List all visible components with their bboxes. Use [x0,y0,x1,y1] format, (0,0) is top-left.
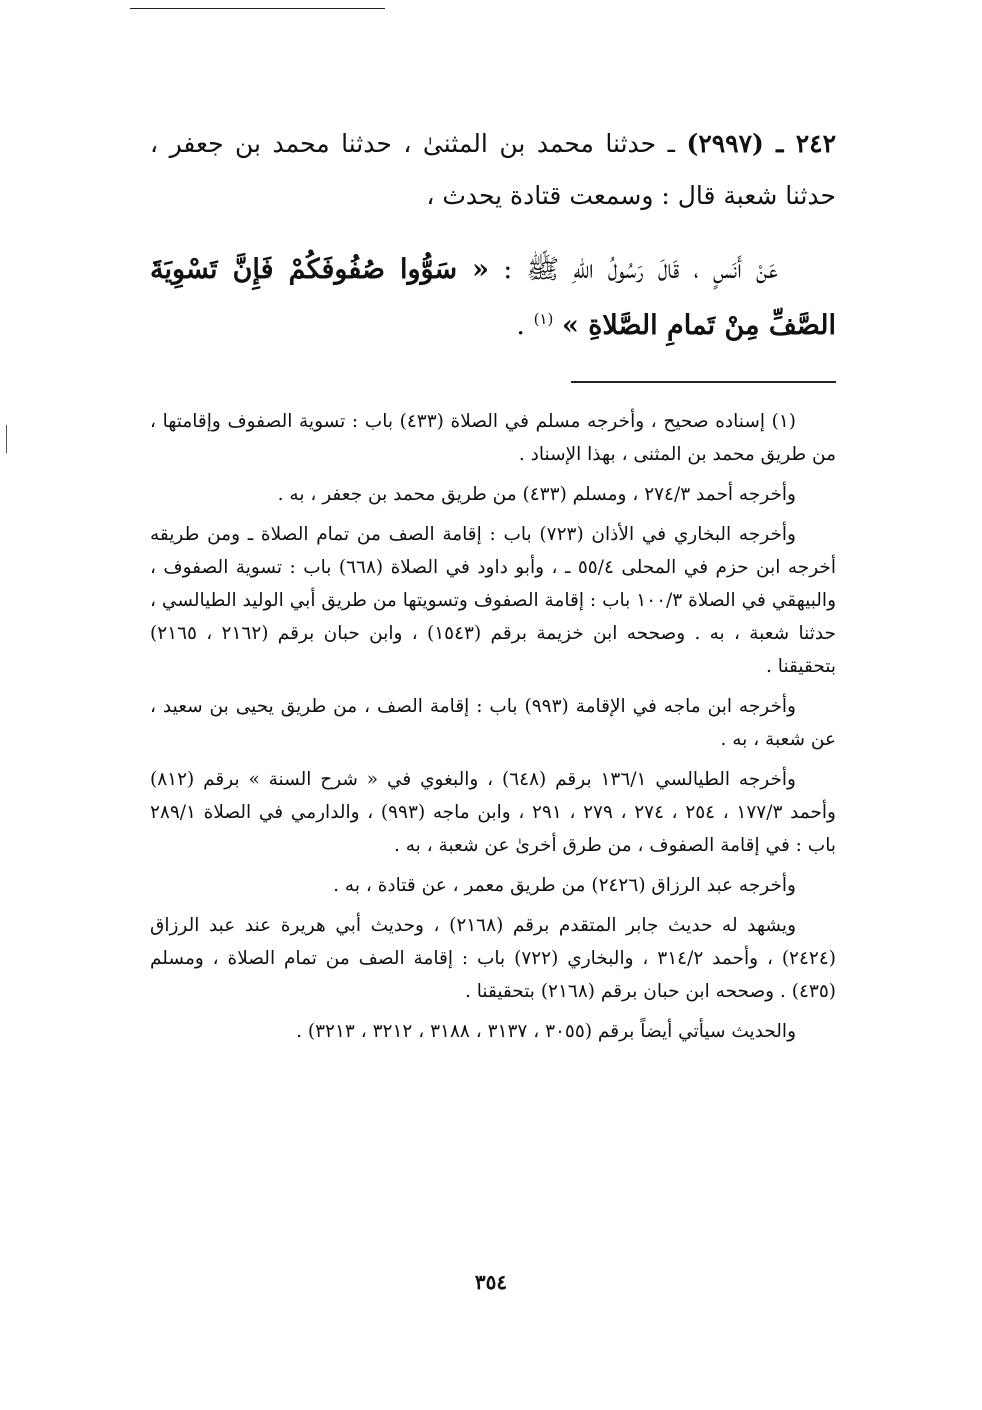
page-body [150,118,836,1055]
prophetic-quote: « سَوُّوا صُفُوفَكُمْ فَإِنَّ تَسْوِيَةَ الصَّفِّ مِنْ تَمامِ الصَّلاةِ » [150,254,836,341]
footnote-marker: (١) [533,310,554,328]
footnote-paragraph: وأخرجه الطيالسي ١٣٦/١ برقم (٦٤٨) ، والبغوي في « شرح السنة » برقم (٨١٢) وأحمد ١٧٧/٣ ، ٢٥٤ ، ٢٧٤ ، ٢٧٩ ، ٢٩١ ، وابن ماجه (٩٩٣) ، والدارمي في الصلاة ٢٨٩/١ باب : في إقامة الصفوف ، من طرق أخرىٰ عن شعبة ، به . [150,769,836,856]
footnote-paragraph: وأخرجه عبد الرزاق (٢٤٢٦) من طريق معمر ، عن قتادة ، به . [333,875,796,896]
narrator-text: عَنْ أَنَسٍ ، قَالَ رَسُولُ اللهِ ﷺ : [503,254,778,285]
margin-mark [6,425,7,453]
footnote-paragraph: ويشهد له حديث جابر المتقدم برقم (٢١٦٨) ، وحديث أبي هريرة عند عبد الرزاق (٢٤٢٤) ، وأحمد ٣١٤/٢ ، والبخاري (٧٢٢) باب : إقامة الصف من تمام الصلاة ، ومسلم (٤٣٥) . وصححه ابن حبان برقم (٢١٦٨) بتحقيقنا . [150,915,837,1002]
isnad-text: ـ حدثنا محمد بن المثنىٰ ، حدثنا محمد بن جعفر ، حدثنا شعبة قال : وسمعت قتادة يحدث ، [150,129,836,210]
top-rule [130,8,385,9]
footnote-paragraph: وأخرجه أحمد ٢٧٤/٣ ، ومسلم (٤٣٣) من طريق محمد بن جعفر ، به . [277,484,796,505]
footnote-paragraph: وأخرجه ابن ماجه في الإقامة (٩٩٣) باب : إقامة الصف ، من طريق يحيى بن سعيد ، عن شعبة ، به . [150,696,836,750]
footnote-paragraph: وأخرجه البخاري في الأذان (٧٢٣) باب : إقامة الصف من تمام الصلاة ـ ومن طريقه أخرجه ابن حزم في المحلى ٥٥/٤ ـ ، وأبو داود في الصلاة (٦٦٨) باب : تسوية الصفوف ، والبيهقي في الصلاة ١٠٠/٣ باب : إقامة الصفوف وتسويتها من طريق أبي الوليد الطيالسي ، حدثنا شعبة ، به . وصححه ابن خزيمة برقم (١٥٤٣) ، وابن حبان برقم (٢١٦٢ ، ٢١٦٥) بتحقيقنا . [150,524,837,677]
page-number: ٣٥٤ [474,1270,508,1294]
hadith-isnad [150,118,836,222]
footnote-separator [571,381,836,383]
footnote-paragraph: (١) إسناده صحيح ، وأخرجه مسلم في الصلاة (٤٣٣) باب : تسوية الصفوف وإقامتها ، من طريق محمد بن المثنى ، بهذا الإسناد . [150,411,836,465]
footnotes [150,405,836,1048]
hadith-matn [150,242,836,354]
hadith-number: ٢٤٢ ـ (٢٩٩٧) [686,129,837,158]
matn-end: . [516,310,525,341]
footnote-paragraph: والحديث سيأتي أيضاً برقم (٣٠٥٥ ، ٣١٣٧ ، ٣١٨٨ ، ٣٢١٢ ، ٣٢١٣) . [296,1021,796,1042]
